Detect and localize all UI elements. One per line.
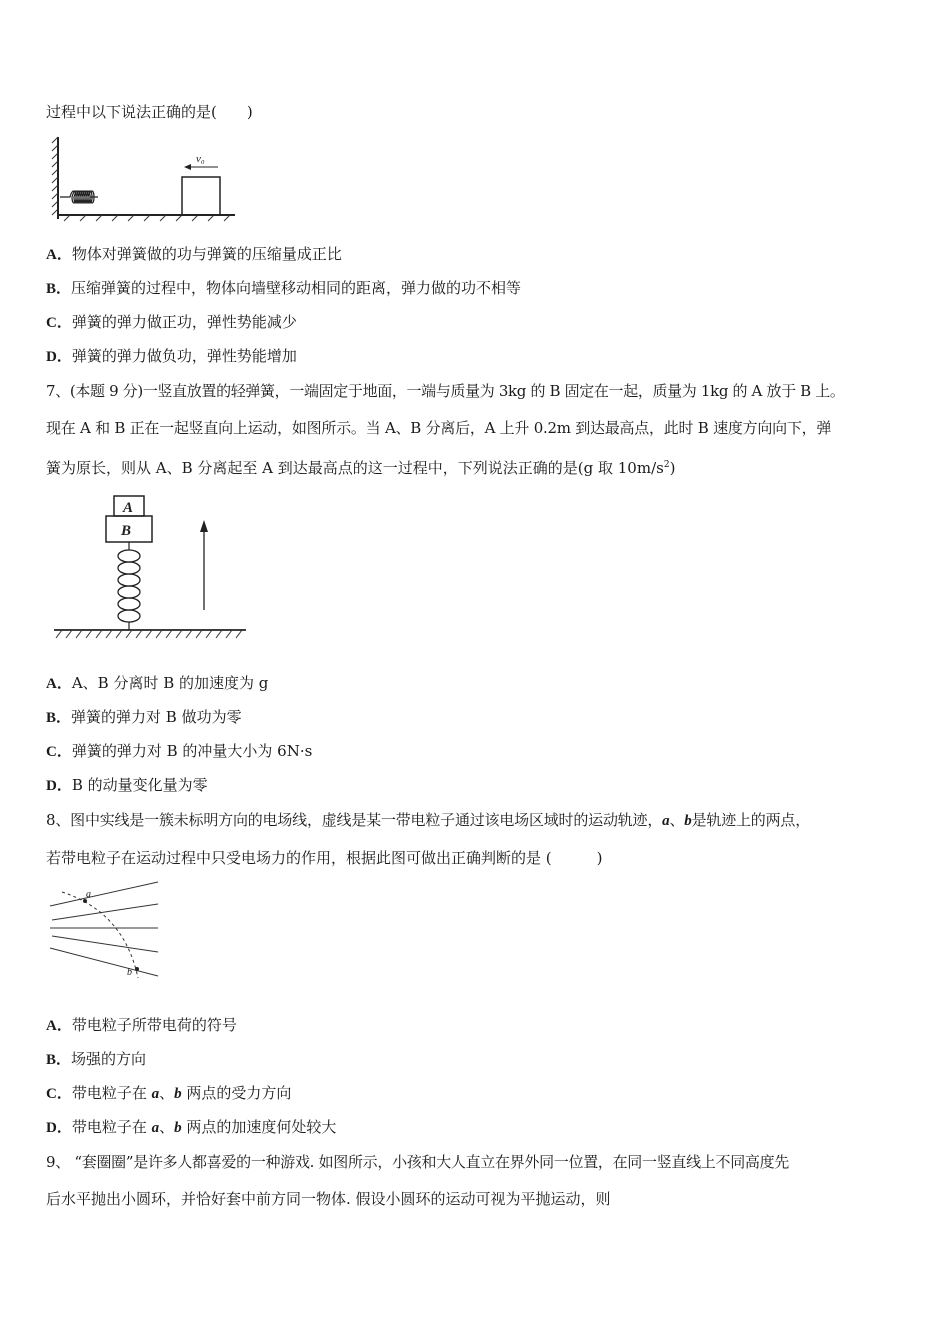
point-a-label: a	[86, 889, 91, 900]
block-b-label: B	[121, 523, 132, 539]
q6-option-b: B．压缩弹簧的过程中，物体向墙壁移动相同的距离，弹力做的功不相等	[46, 279, 522, 297]
q8-option-c: C．带电粒子在 a、b 两点的受力方向	[46, 1084, 292, 1102]
q9-stem-line1: 9、 “套圈圈”是许多人都喜爱的一种游戏. 如图所示，小孩和大人直立在界外同一位置，在同一竖直线上不同高度先	[46, 1153, 789, 1171]
q7-option-b: B．弹簧的弹力对 B 做功为零	[46, 708, 242, 726]
q7-stem-line1: 7、(本题 9 分)一竖直放置的轻弹簧，一端固定于地面，一端与质量为 3kg 的 B 固定在一起，质量为 1kg 的 A 放于 B 上。	[46, 382, 845, 400]
velocity-label: v₀	[196, 153, 205, 165]
point-b-label: b	[127, 967, 132, 978]
q6-option-a: A．物体对弹簧做的功与弹簧的压缩量成正比	[46, 245, 342, 263]
q7-option-c: C．弹簧的弹力对 B 的冲量大小为 6N·s	[46, 742, 313, 760]
q8-stem-line2: 若带电粒子在运动过程中只受电场力的作用，根据此图可做出正确判断的是 ( )	[46, 849, 603, 867]
q6-block	[182, 177, 220, 215]
q8-field-figure	[46, 878, 166, 982]
spring	[60, 191, 98, 203]
q6-option-c: C．弹簧的弹力做正功，弹性势能减少	[46, 313, 297, 331]
q9-stem-line2: 后水平抛出小圆环，并恰好套中前方同一物体. 假设小圆环的运动可视为平抛运动，则	[46, 1190, 611, 1208]
q8-option-b: B．场强的方向	[46, 1050, 147, 1068]
q8-option-a: A．带电粒子所带电荷的符号	[46, 1016, 237, 1034]
block-a-label: A	[123, 500, 134, 516]
q6-stem-tail: 过程中以下说法正确的是( )	[46, 103, 253, 121]
q7-stem-line2: 现在 A 和 B 正在一起竖直向上运动，如图所示。当 A、B 分离后，A 上升 0.2m 到达最高点，此时 B 速度方向向下，弹	[46, 419, 832, 437]
trajectory	[62, 892, 138, 978]
q7-stem-line3: 簧为原长，则从 A、B 分离起至 A 到达最高点的这一过程中，下列说法正确的是(g 取 $10m/s^2$)	[46, 459, 676, 477]
point-b	[135, 967, 139, 971]
q8-option-d: D．带电粒子在 a、b 两点的加速度何处较大	[46, 1118, 337, 1136]
q7-spring-figure	[48, 490, 253, 645]
q6-spring-figure	[50, 135, 240, 225]
q7-option-d: D．B 的动量变化量为零	[46, 776, 208, 794]
q7-option-a: A．A、B 分离时 B 的加速度为 g	[46, 674, 269, 692]
q8-stem-line1: 8、图中实线是一簇未标明方向的电场线，虚线是某一带电粒子通过该电场区域时的运动轨迹，a、b是轨迹上的两点，	[46, 811, 810, 829]
q6-option-d: D．弹簧的弹力做负功，弹性势能增加	[46, 347, 297, 365]
